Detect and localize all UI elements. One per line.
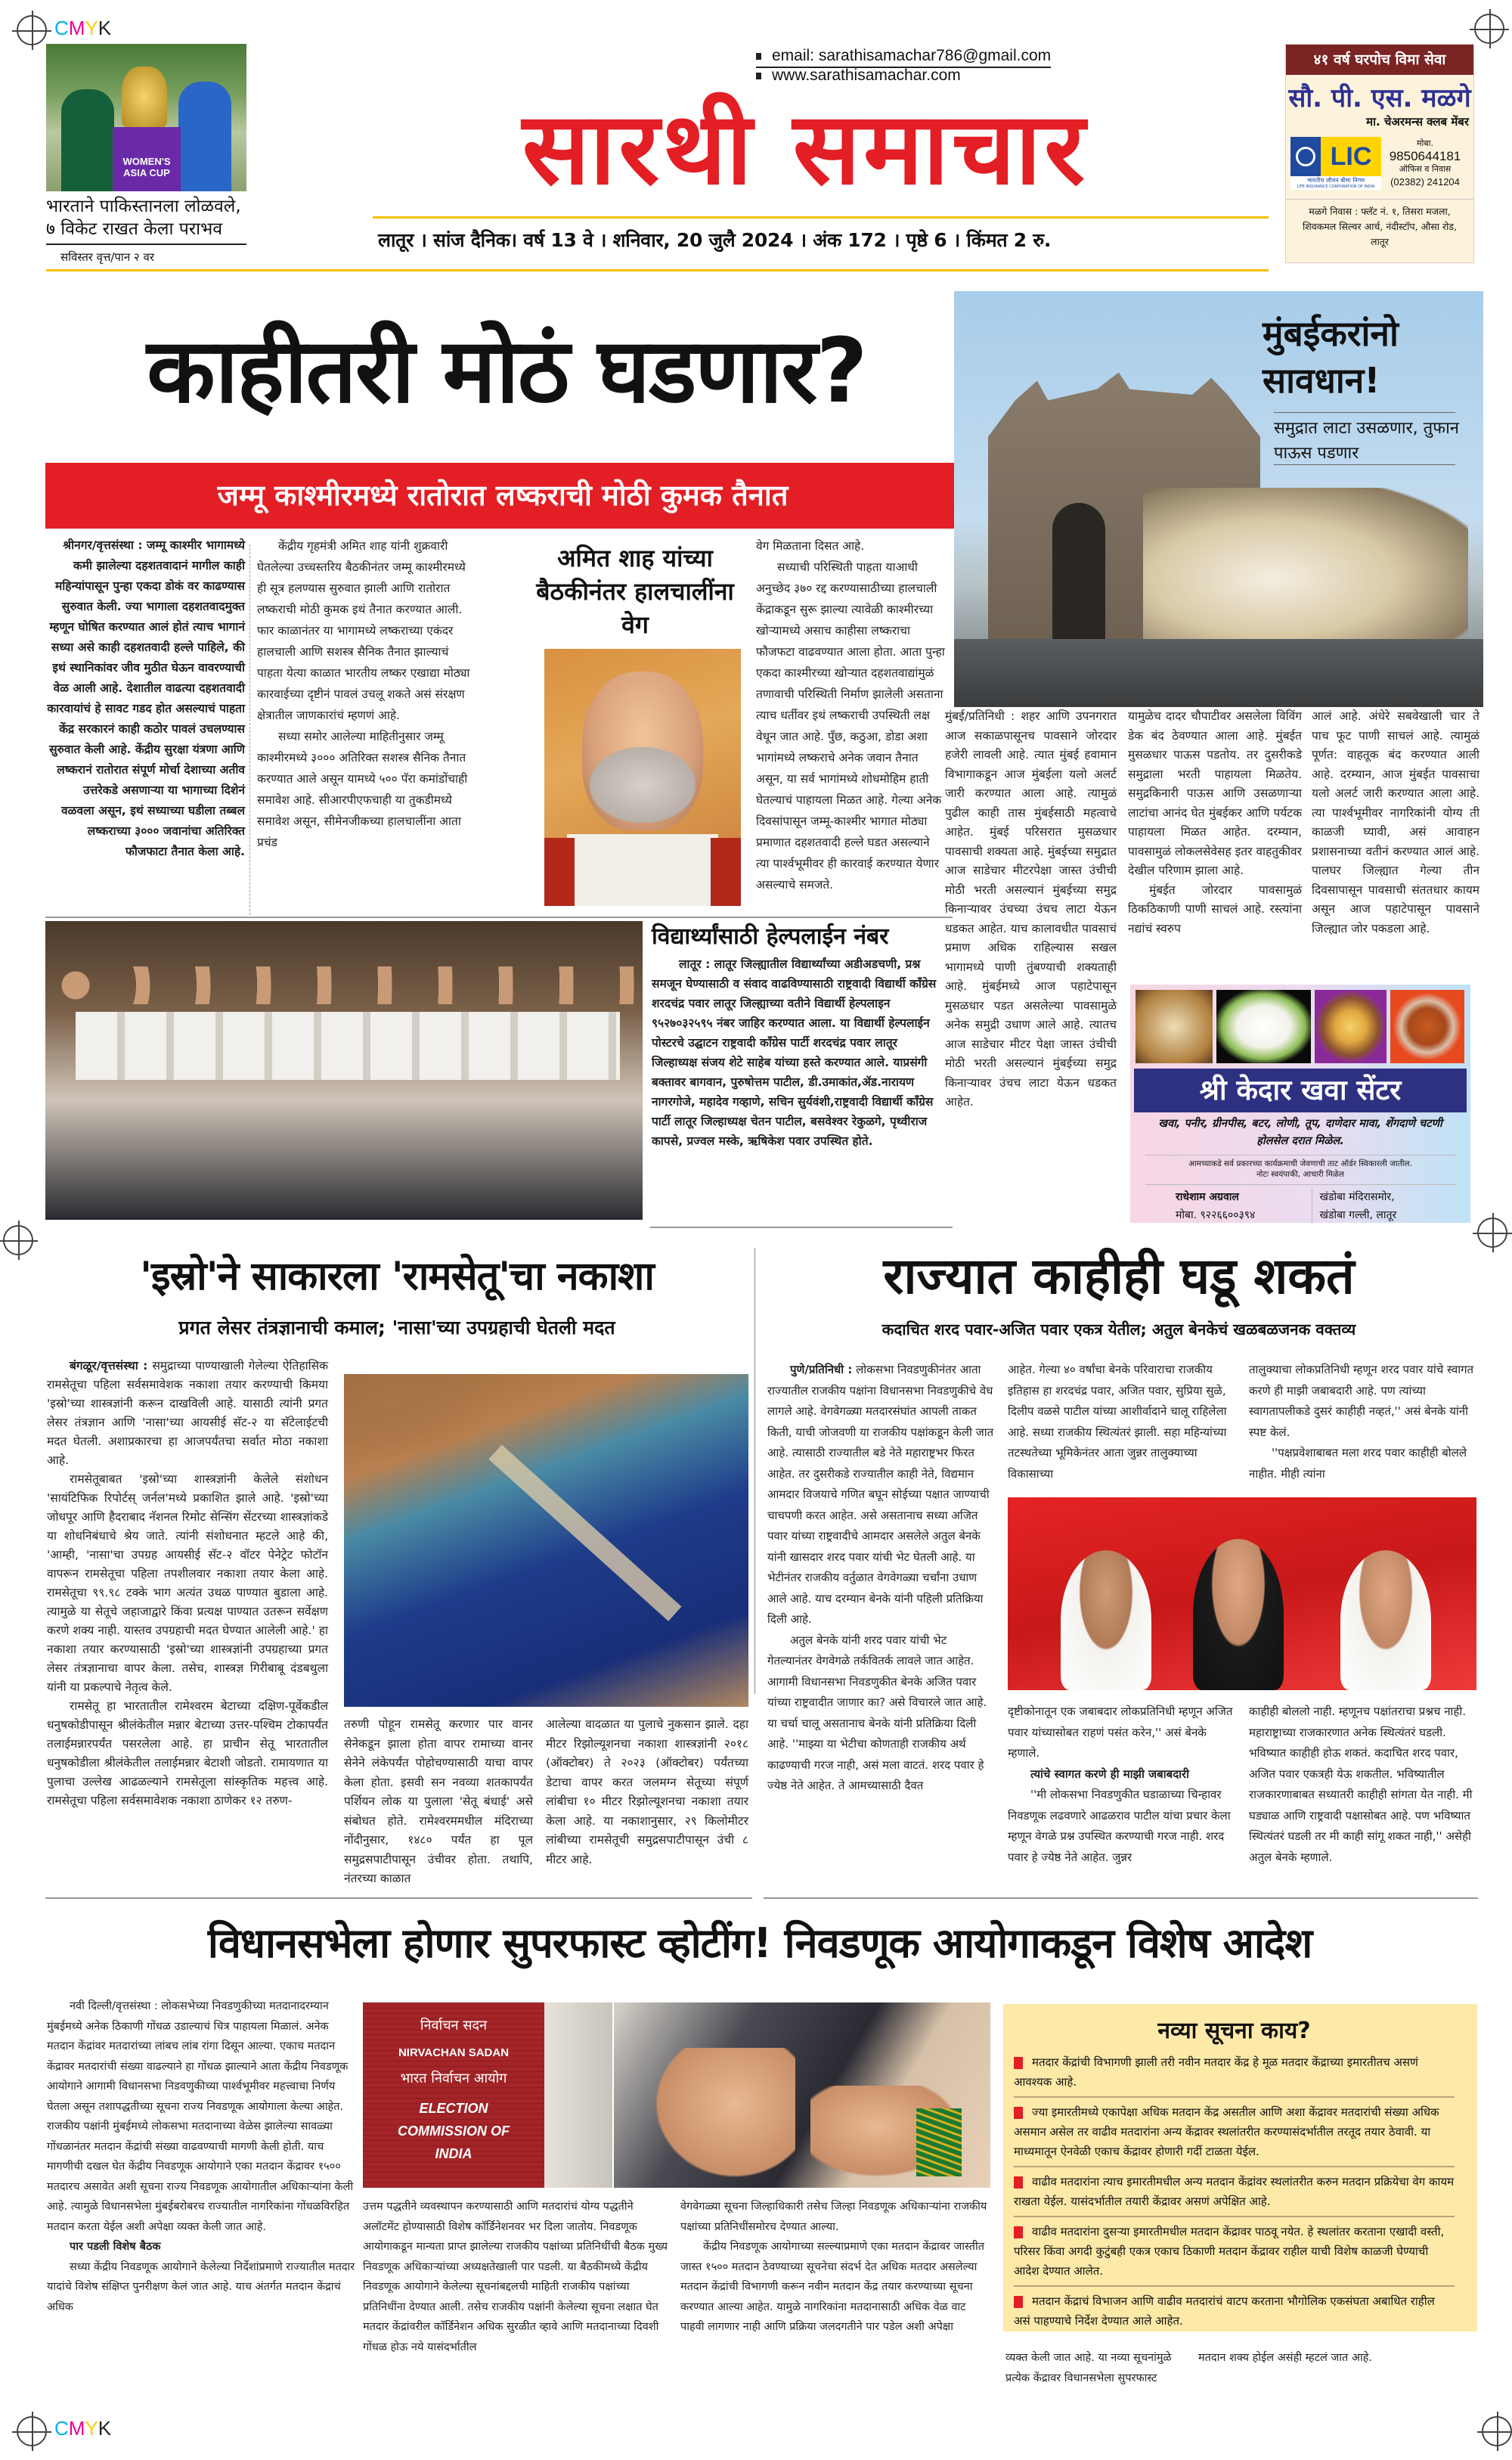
sports-photo: WOMEN'S ASIA CUP: [46, 44, 246, 191]
box-item: मतदान केंद्राचं विभाजन आणि वाढीव मतदारांचं वाटप करताना भौगोलिक एकसंघता अबाधित राहील असं पाहण्याचे निर्देश देण्यात आले आहेत.: [1014, 2294, 1435, 2328]
bullet-icon: [756, 53, 761, 60]
registration-mark-icon: [1482, 2416, 1512, 2446]
pawar-col3b: काहीही बोललो नाही. म्हणूनच पक्षांतराचा प्रश्नच नाही. महाराष्ट्राच्या राजकारणात अनेक स्थित्यंतरं घडली. भविष्यात काहीही होऊ शकतं. कदाचित शरद पवार, अजित पवार एकत्रही येऊ शकतील. भविष्यातील राजकारणाबाबत सध्यातरी काहीही सांगता येत नाही. मी घड्याळ आणि राष्ट्रवादी पक्षासोबत आहे. पण भविष्यात स्थित्यंतरं घडली तर मी काही सांगू शकत नाही,'' असेही अतुल बेनके म्हणाले.: [1249, 1705, 1473, 1864]
pawar-leaders-photo: [1008, 1497, 1476, 1690]
lic-ad-banner: ४१ वर्ष घरपोच विमा सेवा: [1286, 45, 1473, 75]
box-item: ज्या इमारतीमध्ये एकापेक्षा अधिक मतदान केंद्र असतील आणि अशा केंद्रावर मतदारांची संख्या अधिक असमान असेल तर वाढीव मतदारांना अन्य केंद्रावर स्थलांतरीत करण्यासंदर्भातील तरतूद तयार ठेवावी. या माध्यमातून ऐनवेळी एकाच केंद्रावर होणारी गर्दी टाळता येईल.: [1014, 2098, 1455, 2167]
election-col5: मतदान शक्य होईल असंही म्हटलं जात आहे.: [1198, 2352, 1372, 2364]
lic-logo: LIC भारतीय जीवन बीमा निगम LIFE INSURANCE CORPORATION OF INDIA: [1290, 137, 1381, 190]
lead-subhead: जम्मू काश्मीरमध्ये रातोरात लष्कराची मोठी कुमक तैनात: [45, 463, 960, 529]
mumbai-col1: मुंबई/प्रतिनिधी : शहर आणि उपनगरात आज सकाळपासूनच पावसाने जोरदार हजेरी लावली आहे. त्यात मुंबई हवामान विभागाकडून आज मुंबईला यलो अलर्ट जारी करण्यात आला आहे. त्यामुळं पुढील काही तास मुंबईसाठी महत्वाचे आहेत. मुंबई परिसरात मुसळधार पावसाची शक्यता आहे. मुंबईच्या समुद्रात आज साडेचार मीटरपेक्षा जास्त उंचीची मोठी भरती असल्यानं मुंबईच्या समुद्र किनाऱ्यावर उंचच्या उंचच लाटा येऊन धडकत आहेत. याच कालावधीत पावसाचं प्रमाण अधिक राहिल्यास सखल भागामध्ये पाणी तुंबण्याची शक्यताही आहे. मुंबईमध्ये आज पहाटेपासून मुसळधार पडत असलेल्या पावसामुळे अनेक समुद्री उधाण आले आहे. त्यातच आज साडेचार मीटर पेक्षा जास्त उंचीची मोठी भरती असल्यानं मुंबईच्या समुद्र किनाऱ्यावर उंचच लाटा येऊन धडकत आहेत.: [945, 709, 1117, 1109]
lead-headline[interactable]: काहीतरी मोठं घडणार?: [147, 318, 866, 423]
khawa-owner: राधेशाम अग्रवाल: [1176, 1191, 1239, 1203]
election-col1: नवी दिल्ली/वृत्तसंस्था : लोकसभेच्या निवडणुकीच्या मतदानादरम्यान मुंबईमध्ये अनेक ठिकाणी गोंधळ उडाल्याचं चित्र पाहायला मिळालं. अनेक मतदान केंद्रांवर मतदारांच्या लांबच लांब रांगा दिसून आल्या. एकाच मतदान केंद्रावर मतदारांची संख्या वाढल्याने हा गोंधळ झाल्याने आता केंद्रीय निवडणूक आयोगाने आगामी विधानसभा निडवणुकीच्या पार्श्वभूमीवर महत्त्वाचा निर्णय घेतला असून तशापद्धतीच्या सूचना राज्य निवडणूक आयोगाला केल्या आहेत. राजकीय पक्षांनी मुंबईमध्ये लोकसभा मतदानाच्या वेळेस झालेल्या सावळ्या गोंधळानंतर मतदान केंद्रांची संख्या वाढवण्याची मागणी केली होती. याच मागणीची दखल घेत केंद्रीय निवडणूक आयोगाने एका मतदान केंद्रावर १५०० मतदारच असावेत अशी सूचना राज्य निवडणूक आयोगातील अधिकाऱ्यांना केली आहे. त्यामुळे विधानसभेला मुंबईबरोबरच राज्यातील नागरिकांना गोंधळविरहित मतदान करता येईल अशी अपेक्षा व्यक्त केली जात आहे. पार पडली विशेष बैठक सध्या केंद्रीय निवडणूक आयोगाने केलेल्या निर्देशांप्रमाणे राज्यातील मतदार यादांचे विशेष संक्षिप्त पुनरीक्षण केलं जात आहे. याच अंतर्गत मतदान केंद्राचं अधिक: [47, 1996, 357, 2317]
pawar-col2b: दृष्टीकोनातून एक जबाबदार लोकप्रतिनिधी म्हणून अजित पवार यांच्यासोबत राहणं पसंत करेन,'' असं बेनके म्हणाले. त्यांचे स्वागत करणे ही माझी जबाबदारी ''मी लोकसभा निवडणुकीत घडाळाच्या चिन्हावर निवडणूक लढवणारे आढळराव पाटील यांचा प्रचार केला म्हणून वेगळे प्रश्न उपस्थित करण्याची गरज नाही. शरद पवार हे ज्येष्ठ नेते आहेत. जुन्नर: [1008, 1702, 1235, 1868]
box-title: नव्या सूचना काय?: [1157, 2018, 1311, 2044]
pawar-col3: तालुक्याचा लोकप्रतिनिधी म्हणून शरद पवार यांचे स्वागत करणे ही माझी जबाबदारी आहे. पण त्यांच्या स्वागतापलीकडे दुसरं काहीही नव्हतं,'' असं बेनके यांनी स्पष्ट केलं. ''पक्षप्रवेशाबाबत मला शरद पवार काहीही बोलले नाहीत. मीही त्यांना: [1249, 1363, 1474, 1481]
election-headline[interactable]: विधानसभेला होणार सुपरफास्ट व्होटींग! निवडणूक आयोगाकडून विशेष आदेश: [207, 1919, 1312, 1967]
isro-col1: बंगळूर/वृत्तसंस्था : समुद्राच्या पाण्याखाली गेलेल्या ऐतिहासिक रामसेतूचा पहिला सर्वसमावेशक नकाशा तयार करण्याची किमया 'इस्रो'च्या शास्त्रज्ञांनी करून दाखविली आहे. यासाठी त्यांनी प्रगत लेसर तंत्रज्ञान आणि 'नासा'च्या आयसीई सॅट-२ या सॅटेलाईटची मदत घेतली. अशाप्रकारचा हा आजपर्यंतचा सर्वात मोठा नकाशा आहे. रामसेतूबाबत 'इस्रो'च्या शास्त्रज्ञांनी केलेले संशोधन 'सायंटिफिक रिपोर्टस् जर्नल'मध्ये प्रकाशित झाले आहे. 'इस्रो'च्या जोधपूर आणि हैदराबाद नॅशनल रिमोट सेन्सिंग सेंटरच्या शास्त्रज्ञांकडे या शोधनिबंधाचे श्रेय जाते. त्यांनी संशोधनात म्हटले आहे की, 'आम्ही, 'नासा'चा उपग्रह आयसीई सॅट-२ वॉटर पेनेट्रेट फोटॉन वापरून रामसेतूचा पहिला तपशीलवार नकाशा तयार केला आहे. रामसेतूचा ९९.९८ टक्के भाग अत्यंत उथळ पाण्यात बुडाला आहे. त्यामुळे या सेतूचे जहाजाद्वारे किंवा प्रत्यक्ष पाण्यात उतरून सर्वेक्षण करणे शक्य नाही. यास्तव उपग्रहाची मदत घेण्यात आलेली आहे.' हा नकाशा तयार करण्यासाठी 'इस्रो'च्या शास्त्रज्ञांनी उपग्रहाच्या प्रगत लेसर तंत्रज्ञानाचा वापर केला. तसेच, शास्त्रज्ञ गिरीबाबू दंडबथुला यांनी या प्रकल्पाचे नेतृत्व केले. रामसेतू हा भारतातील रामेश्वरम बेटाच्या दक्षिण-पूर्वेकडील धनुषकोडीपासून श्रीलंकेतील मन्नार बेटाच्या उत्तर-पश्चिम टोकापर्यंत तलाईमन्नारपर्यंत पसरलेला आहे. हा प्राचीन सेतू भारतातील धनुषकोडीला श्रीलंकेतील तलाईमन्नार बेटाशी जोडतो. रामायणात या पुलाचा उल्लेख आढळल्याने रामसेतूला सांस्कृतिक महत्त्व आहे. रामसेतूचा पहिला सर्वसमावेशक नकाशा ठाणेकर १२ तरुण-: [47, 1359, 328, 1807]
cmyk-mark: CMYK: [54, 2417, 112, 2440]
isro-col3: आलेल्या वादळात या पुलाचे नुकसान झाले. दहा मीटर रिझोल्यूशनचा नकाशा शास्त्रज्ञांनी २०१८ (ऑक्टोबर) ते २०२३ (ऑक्टोबर) पर्यंतच्या डेटाचा वापर करत जलमग्न सेतूच्या संपूर्ण लांबीचा १० मीटर रिझोल्यूशनचा नकाशा तयार केला आहे. या नकाशानुसार, २९ किलोमीटर लांबीच्या रामसेतूची समुद्रसपाटीपासून उंची ८ मीटर आहे.: [546, 1717, 748, 1866]
registration-mark-icon: [1474, 14, 1504, 44]
lead-col3: वेग मिळताना दिसत आहे. सध्याची परिस्थिती पाहता याआधी अनुच्छेद ३७० रद्द करण्यासाठीच्या हालचाली केंद्राकडून सुरू झाल्या त्यावेळी काश्मीरच्या खोऱ्यामध्ये असाच काहीसा लष्कराचा फौजफटा वाढवण्यात आला होता. आता पुन्हा एकदा काश्मीरच्या खोऱ्यात दहशतवाद्यांमुळं तणावाची परिस्थिती निर्माण झालेली असताना त्याच धर्तीवर इथं लष्कराची उपस्थिती लक्ष वेधून जात आहे. पुँछ, कठुआ, डोडा अशा भागांमध्ये लष्कराचे अनेक जवान तैनात असून, या सर्व भागांमध्ये शोधमोहिम हाती घेतल्याचं पाहायला मिळत आहे. गेल्या अनेक दिवसांपासून जम्मू-काश्मीर भागात मोठ्या प्रमाणात दहशतवादी हल्ले घडत असल्याने त्या पार्श्वभूमीवर ही कारवाई करण्यात येणार असल्याचे समजते.: [756, 539, 945, 892]
agent-office-phone[interactable]: (02382) 241204: [1390, 176, 1460, 188]
bullet-icon: [1014, 2107, 1023, 2119]
email-text: email: sarathisamachar786@gmail.com: [756, 47, 1051, 68]
khawa-products: खवा, पनीर, ग्रीनपीस, बटर, लोणी, तूप, दाणेदार मावा, शेंगदाणे चटणी होलसेल दरात मिळेल.: [1158, 1118, 1442, 1147]
khawa-ad-title: श्री केदार खवा सेंटर: [1134, 1069, 1467, 1112]
agent-title: मा. चेअरमन्स क्लब मेंबर: [1366, 115, 1469, 129]
mumbai-headline[interactable]: मुंबईकरांनो सावधान!: [1263, 313, 1399, 401]
lic-ad[interactable]: ४१ वर्ष घरपोच विमा सेवा सौ. पी. एस. मळगे मा. चेअरमन्स क्लब मेंबर LIC भारतीय जीवन बीमा निगम LIFE INSURANCE CORPORATION OF INDIA मोबा. 9850644181 ऑफिस व निवास (02382) 241204 मळगे निवास : फ्लॅट नं. १, तिसरा मजला, शिवकमल सिल्वर आर्च, नंदीस्टॉप, औसा रोड, लातूर: [1285, 44, 1474, 263]
mumbai-subhead: समुद्रात लाटा उसळणार, तुफान पाऊस पडणार: [1274, 419, 1459, 463]
ram-setu-satellite-photo: [344, 1374, 748, 1707]
website-text: www.sarathisamachar.com: [756, 67, 961, 85]
agent-mobile[interactable]: 9850644181: [1389, 149, 1461, 163]
helpline-headline[interactable]: विद्यार्थ्यांसाठी हेल्पलाईन नंबर: [652, 923, 889, 950]
pawar-inline-subhead: त्यांचे स्वागत करणे ही माझी जबाबदारी: [1030, 1767, 1190, 1781]
election-col2: उत्तम पद्धतीने व्यवस्थापन करण्यासाठी आणि मतदारांचं योग्य पद्धतीने अलॉटमेंट होण्यासाठी विशेष कॉर्डिनेशनवर भर दिला जातोय. निवडणूक आयोगाकडून मान्यता प्राप्त झालेल्या राजकीय पक्षांच्या प्रतिनिधींची बैठक मुख्य निवडणूक अधिकाऱ्यांच्या अध्यक्षतेखाली पार पडली. या बैठकीमध्ये केंद्रीय निवडणूक आयोगाने केलेल्या सूचनांबद्दलची माहिती राजकीय पक्षांच्या प्रतिनिधींना देण्यात आली. तसेच राजकीय पक्षांनी केलेल्या सूचना लक्षात घेत मतदार केंद्रांवरील कॉर्डिनेशन अधिक सुरळीत व्हावे आणि मतदानाच्या दिवशी गोंधळ होऊ नये यासंदर्भातील: [363, 2201, 668, 2353]
election-col4: व्यक्त केली जात आहे. या नव्या सूचनांमुळे प्रत्येक केंद्रावर विधानसभेला सुपरफास्ट: [1005, 2352, 1172, 2384]
agent-name: सौ. पी. एस. मळगे: [1288, 83, 1471, 113]
helpline-event-photo: [45, 921, 643, 1220]
registration-mark-icon: [17, 15, 47, 45]
box-item: वाढीव मतदारांना त्याच इमारतीमधील अन्य मतदान केंद्रांवर स्थलांतरीत करुन मतदान प्रक्रियेचा वेग कायम राखता येईल. यासंदर्भातील तयारी केंद्रावर असणं अपेक्षित आहे.: [1014, 2167, 1455, 2217]
amit-shah-photo: [544, 649, 741, 906]
ghee-photo: [1315, 990, 1387, 1063]
bullet-icon: [756, 73, 761, 79]
khawa-mobile[interactable]: मोबा. ९२२६६००३९४: [1176, 1209, 1256, 1221]
election-col3: वेगवेगळ्या सूचना जिल्हाधिकारी तसेच जिल्हा निवडणूक अधिकाऱ्यांना राजकीय पक्षांच्या प्रतिनिधींसमोरच देण्यात आल्या. केंद्रीय निवडणूक आयोगाच्या सल्ल्याप्रमाणे एका मतदान केंद्रावर जास्तीत जास्त १५०० मतदान ठेवण्याच्या सूचनेचा संदर्भ देत अधिक मतदार असलेल्या मतदान केंद्रांची विभागणी करून नवीन मतदान केंद्र तयार करण्याच्या सूचना करण्यात आल्या आहेत. यामुळे नागरिकांना मतदानासाठी अधिक वेळ वाट पाहवी लागणार नाही आणि प्रक्रिया जलदगतीने पार पडेल अशी अपेक्षा: [680, 2201, 987, 2333]
isro-col2: तरुणी पोहून रामसेतू करणार पार वानर सेनेकडून झाला होता वापर रामाच्या वानर सेनेने लंकेपर्यंत पोहोचण्यासाठी याचा वापर केला होता. इसवी सन नवव्या शतकापर्यंत पर्शियन लोक या पुलाला 'सेतू बंधाई' असे संबोधत होते. रामेश्वरममधील मंदिराच्या नोंदीनुसार, १४८० पर्यंत हा पूल समुद्रसपाटीपासून उंचीवर होता. तथापि, नंतरच्या काळात: [344, 1717, 533, 1885]
masthead-logo: सारथी समाचार: [522, 91, 1089, 207]
registration-mark-icon: [17, 2416, 47, 2446]
new-instructions-box: [1003, 2004, 1477, 2331]
sports-headline[interactable]: भारताने पाकिस्तानला लोळवले, ७ विकेट राखत केला पराभव: [46, 197, 241, 239]
bullet-icon: [1014, 2226, 1023, 2238]
election-inline-subhead: पार पडली विशेष बैठक: [70, 2241, 161, 2253]
registration-mark-icon: [3, 1225, 33, 1255]
pawar-headline[interactable]: राज्यात काहीही घडू शकतं: [883, 1247, 1355, 1305]
mumbai-col2: यामुळेच दादर चौपाटीवर असलेला विविंग डेक बंद ठेवण्यात आला आहे. मुंबईत मुसळधार पाऊस पडतोय. तर दुसरीकडे समुद्राला भरती पाहायला मिळतेय. समुद्रकिनारी पाऊस आणि उसळणाऱ्या लाटांचा आनंद घेत मुंबईकर आणि पर्यटक पाहायला मिळत आहेत. दरम्यान, पावसामुळं लोकलसेवेसह इतर वाहतुकीवर देखील परिणाम झाला आहे. मुंबईत जोरदार पावसामुळं ठिकठिकाणी पाणी साचलं आहे. रस्त्यांना नद्यांचं स्वरुप: [1128, 709, 1302, 935]
election-commission-photo: निर्वाचन सदन NIRVACHAN SADAN भारत निर्वाचन आयोग ELECTION COMMISSION OF INDIA: [363, 2002, 612, 2188]
paneer-photo: [1216, 990, 1311, 1063]
box-item: मतदार केंद्रांची विभागणी झाली तरी नवीन मतदार केंद्र हे मूळ मतदार केंद्राच्या इमारतीतच असणं आवश्यक आहे.: [1014, 2048, 1455, 2098]
cmyk-mark: CMYK: [54, 17, 112, 39]
box-item: वाढीव मतदारांना दुसऱ्या इमारतीमधील मतदान केंद्रावर पाठवू नयेत. हे स्थलांतर करताना एखादी वस्ती, परिसर किंवा अगदी कुटुंबही एकत्र एकाच ठिकाणी मतदान केंद्रावर राहील याची विशेष काळजी घेण्याची आदेश देण्यात आलेत.: [1014, 2217, 1455, 2287]
voting-ink-photo: [614, 2002, 990, 2188]
lead-col2: केंद्रीय गृहमंत्री अमित शाह यांनी शुक्रवारी घेतलेल्या उच्चस्तरिय बैठकीनंतर जम्मू काश्मीरमध्ये ही सूत्र हलण्यास सुरुवात झाली आणि रातोरात लष्कराची मोठी कुमक इथं तैनात करण्यात आली. फार काळानंतर या भागामध्ये लष्कराच्या एकंदर हालचाली आणि सशस्त्र सैनिक तैनात झाल्याचं पाहता येत्या काळात भारतीय लष्कर एखाद्या मोठ्या कारवाईच्या दृष्टीनं पावलं उचलू शकते असं संरक्षण क्षेत्रातील जाणकारांचं म्हणणं आहे. सध्या समोर आलेल्या माहितीनुसार जम्मू काश्मीरमध्ये ३००० अतिरिक्त सशस्त्र सैनिक तैनात करण्यात आले असून यामध्ये ५०० पॅरा कमांडोंचाही समावेश आहे. सीआरपीएफचाही या तुकडीमध्ये समावेश असून, सीमेनजीकच्या हालचालींना आता प्रचंड: [257, 539, 470, 849]
lic-hands-icon: [1290, 137, 1321, 176]
dateline: लातूर । सांज दैनिक। वर्ष 13 वे । शनिवार, 20 जुलै 2024 । अंक 172 । पृष्ठे 6 । किंमत 2 रु.: [378, 229, 1052, 251]
chutney-photo: [1390, 990, 1464, 1063]
mumbai-col3: आलं आहे. अंधेरे सबवेखाली चार ते पाच फूट पाणी साचलं आहे. त्यामुळं पूर्णत: वाहतूक बंद करण्यात आली आहे. दरम्यान, आज मुंबईत पावसाचा यलो अलर्ट जारी करण्यात आला आहे. त्या पार्श्वभूमीवर नागरिकांनी योग्य ती काळजी घ्यावी, असं आवाहन प्रशासनाच्या वतीनं करण्यात आलं आहे. पालघर जिल्ह्यात गेल्या तीन दिवसापासून पावसाची संततधार कायम असून आज पहाटेपासून पावसाने जिल्ह्यात जोर पकडला आहे.: [1312, 709, 1479, 935]
khawa-photo: [1136, 990, 1213, 1063]
registration-mark-icon: [1477, 1218, 1507, 1248]
pawar-subhead: कदाचित शरद पवार-अजित पवार एकत्र येतील; अतुल बेनकेचं खळबळजनक वक्तव्य: [881, 1320, 1356, 1339]
isro-subhead: प्रगत लेसर तंत्रज्ञानाची कमाल; 'नासा'च्या उपग्रहाची घेतली मदत: [178, 1317, 615, 1339]
bullet-icon: [1014, 2057, 1023, 2069]
isro-headline[interactable]: 'इस्रो'ने साकारला 'रामसेतू'चा नकाशा: [140, 1254, 654, 1299]
bullet-icon: [1014, 2176, 1023, 2189]
pawar-col2: आहेत. गेल्या ४० वर्षांचा बेनके परिवाराचा राजकीय इतिहास हा शरदचंद्र पवार, अजित पवार, सुप्रिया सुळे, दिलीप वळसे पाटील यांच्या आशीर्वादाने चालू राहिलेला आहे. सध्या राजकीय स्थित्यंतरं झाली. सहा महिन्यांच्या तटस्थतेच्या भूमिकेनंतर आता जुन्नर तालुक्याच्या विकासाच्या: [1008, 1363, 1227, 1481]
continued-link[interactable]: सविस्तर वृत्त/पान २ वर: [60, 250, 154, 264]
bullet-icon: [1014, 2296, 1023, 2308]
lead-col1: श्रीनगर/वृत्तसंस्था : जम्मू काश्मीर भागामध्ये कमी झालेल्या दहशतवादानं मागील काही महिन्यांपासून पुन्हा एकदा डोकं वर काढण्यास सुरुवात केली. ज्या भागाला दहशतवादमुक्त म्हणून घोषित करण्यात आलं होतं त्याच भागानं सध्या असे काही दहशतवादी हल्ले पाहिले, की इथं स्थानिकांवर जीव मुठीत घेऊन वावरण्याची वेळ आली आहे. देशातील वाढत्या दहशतवादी कारवायांचं हे सावट गडद होत असल्याचं पाहता केंद्र सरकारनं काही कठोर पावलं उचलण्यास सुरुवात केली आहे. केंद्रीय सुरक्षा यंत्रणा आणि लष्करानं रातोरात संपूर्ण मोर्चा देशाच्या अतीव उत्तरेकडे असणाऱ्या या भागाच्या दिशेनं वळवला असून, इथं सध्याच्या घडीला तब्बल लष्कराच्या ३००० जवानांचा अतिरिक्त फौजफाटा तैनात केला आहे.: [47, 538, 245, 858]
helpline-body: लातूर : लातूर जिल्ह्यातील विद्यार्थ्यांच्या अडीअडचणी, प्रश्न समजून घेण्यासाठी व संवाद वाढविण्यासाठी राष्ट्रवादी विद्यार्थी काँग्रेस शरदचंद्र पवार लातूर जिल्ह्याच्या वतीने विद्यार्थी हेल्पलाइन ९५२७०३२५९५ नंबर जाहिर करण्यात आला. या विद्यार्थी हेल्पलाईन पोस्टरचे उद्घाटन राष्ट्रवादी काँग्रेस पार्टी शरदचंद्र पवार लातूर जिल्हाध्यक्ष संजय शेटे साहेब यांच्या हस्ते करण्यात आले. याप्रसंगी बक्तावर बागवान, पुरुषोत्तम पाटील, डी.उमाकांत,ॲड.नारायण नागरगोजे, महादेव गव्हाणे, सचिन सुर्यवंशी,राष्ट्रवादी विद्यार्थी काँग्रेस पार्टी लातूर जिल्हाध्यक्ष चेतन पाटील, बसवेश्वर रेकुळगे, पृथ्वीराज कापसे, प्रज्वल मस्के, ऋषिकेश पवार उपस्थित होते.: [652, 957, 937, 1148]
inset-headline: अमित शाह यांच्या बैठकीनंतर हालचालींना वेग: [536, 544, 734, 639]
pawar-col1: पुणे/प्रतिनिधी : लोकसभा निवडणुकीनंतर आता राज्यातील राजकीय पक्षांना विधानसभा निवडणुकीचे वेध लागले आहे. वेगवेगळ्या मतदारसंघांत आपली ताकत किती, याची जोजवणी या राजकीय पक्षांकडून केली जात आहे. त्यासाठी राज्यातील बडे नेते महाराष्ट्रभर फिरत आहेत. तर दुसरीकडे राज्यातील काही नेते, विद्यमान आमदार विजयाचे गणित बघून सोईच्या पक्षात जाण्याची चाचपणी करत आहेत. असे असतानाच सध्या अजित पवार यांच्या राष्ट्रवादीचे आमदार असलेले अतुल बेनके यांनी खासदार शरद पवार यांची भेट घेतली आहे. या भेटीनंतर राजकीय वर्तुळात वेगवेगळ्या चर्चांना उधाण आले आहे. याच दरम्यान बेनके यांनी पहिली प्रतिक्रिया दिली आहे. अतुल बेनके यांनी शरद पवार यांची भेट गेतल्यानंतर वेगवेगळे तर्कवितर्क लावले जात आहेत. आगामी विधानसभा निवडणुकीत बेनके अजित पवार यांच्या राष्ट्रवादीत जाणार का? असे विचारले जात आहे. या चर्चा चालू असतानाच बेनके यांनी प्रतिक्रिया दिली आहे. ''माझ्या या भेटीचा कोणताही राजकीय अर्थ काढण्याची गरज नाही, असं मला वाटतं. शरद पवार हे ज्येष्ठ नेते आहेत. ते आमच्यासाठी दैवत: [767, 1363, 994, 1792]
agent-address: मळगे निवास : फ्लॅट नं. १, तिसरा मजला, शिवकमल सिल्वर आर्च, नंदीस्टॉप, औसा रोड, लातूर: [1286, 199, 1473, 250]
khawa-center-ad[interactable]: श्री केदार खवा सेंटर खवा, पनीर, ग्रीनपीस, बटर, लोणी, तूप, दाणेदार मावा, शेंगदाणे चटणी होलसेल दरात मिळेल. आमच्याकडे सर्व प्रकारच्या कार्यक्रमाची जेवणाची ताट ऑर्डर स्विकारली जातील. नोटः स्वयंपाकी, आचारी मिळेल राधेशाम अग्रवाल मोबा. ९२२६६००३९४ खंडोबा मंदिरासमोर, खंडोबा गल्ली, लातूर: [1130, 985, 1470, 1223]
